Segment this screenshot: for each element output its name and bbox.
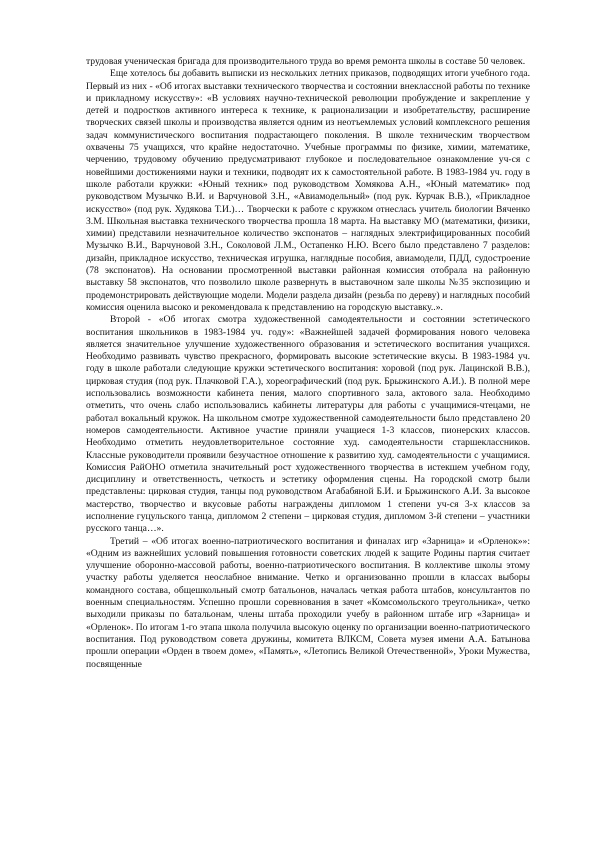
document-page [86, 56, 530, 671]
paragraph-technical-creativity: Еще хотелось бы добавить выписки из нескольких летних приказов, подводящих итоги учебного года. Первый из них - «Об итогах выставки технического творчества и состоянии внеклассной работы по технике и прикладному искусству»: «В условиях научно-технической революции пробуждение и закрепление у детей и подростков активного интереса к технике, к рационализации и изобретательству, расширение творческих связей школы и производства является одним из неотъемлемых условий комплексного решения задач коммунистического воспитания подрастающего поколения. В школе техническим творчеством охвачены 75 учащихся, что крайне недостаточно. Учебные программы по физике, химии, математике, черчению, трудовому обучению предусматривают глубокое и последовательное ознакомление уч-ся с новейшими достижениями науки и техники, подводят их к самостоятельной работе. В 1983-1984 уч. году в школе работали кружки: «Юный техник» под руководством Хомякова А.Н., «Юный математик» под руководством Музычко В.И. и Варчуновой З.Н., «Авиамодельный» (под рук. Курчак В.В.), «Прикладное искусство» (под рук. Худякова Т.И.)… Творчески к работе с кружком отнеслась учитель биологии Вяченко З.М. Школьная выставка технического творчества прошла 18 марта. На выставку МО (математики, физики, химии) представили незначительное количество экспонатов – наглядных электрифицированных пособий Музычко В.И., Варчуновой З.Н., Соколовой Л.М., Остапенко Н.Ю. Всего было представлено 7 разделов: дизайн, прикладное искусство, техническая игрушка, наглядные пособия, авиамодели, ПДД, судостроение (78 экспонатов). На основании просмотренной выставки районная комиссия отобрала на районную выставку 58 экспонатов, что позволило школе развернуть в выставочном зале школы №35 экспозицию и продемонстрировать действующие модели. Модели раздела дизайн (резьба по дереву) и наглядных пособий комиссия оценила высоко и рекомендовала к представлению на городскую выставку..». [86, 68, 530, 313]
paragraph-military-patriotic: Третий – «Об итогах военно-патриотического воспитания и финалах игр «Зарница» и «Орленок»»: «Одним из важнейших условий повышения готовности советских людей к защите Родины партия считает улучшение оборонно-массовой работы, военно-патриотического воспитания. В коллективе школы этому участку работы уделяется неослабное внимание. Четко и организованно прошли в классах выборы командного состава, общешкольный смотр батальонов, началась четкая работа штабов, консультантов по военным специальностям. Успешно прошли соревнования в зачет «Комсомольского треугольника», четко выходили приказы по батальонам, члены штаба проходили учебу в районном штабе игр «Зарница» и «Орленок». По итогам 1-го этапа школа получила высокую оценку по организации военно-патриотического воспитания. Под руководством совета дружины, комитета ВЛКСМ, Совета музея имени А.А. Батынова прошли операции «Орден в твоем доме», «Память», «Летопись Великой Отечественной», Уроки Мужества, посвященные [86, 535, 530, 670]
paragraph-art-review: Второй - «Об итогах смотра художественной самодеятельности и состоянии эстетического воспитания школьников в 1983-1984 уч. году»: «Важнейшей задачей формирования нового человека является значительное улучшение художественного образования и эстетического воспитания учащихся. Необходимо развивать чувство прекрасного, формировать высокие эстетические вкусы. В 1983-1984 уч. году в школе работали следующие кружки эстетического воспитания: хоровой (под рук. Лацинской В.В.), цирковая студия (под рук. Плачковой Г.А.), хореографический (под рук. Брыжинского А.И.). В полной мере использовались возможности кабинета пения, малого спортивного зала, актового зала. Необходимо отметить, что очень слабо использовались кабинеты литературы для работы с учащимися-чтецами, не работал вокальный кружок. На школьном смотре художественной самодеятельности было представлено 20 номеров самодеятельности. Активное участие приняли учащиеся 1-3 классов, пионерских классов. Необходимо отметить неудовлетворительное состояние худ. самодеятельности старшеклассников. Классные руководители проявили безучастное отношение к развитию худ. самодеятельности с учащимися. Комиссия РайОНО отметила значительный рост художественного творчества в истекшем учебном году, дисциплину и ответственность, четкость и эстетику оформления сцены. На городской смотр были представлены: цирковая студия, танцы под руководством Агабабяной Б.И. и Брыжинского А.И. За высокое мастерство, творчество и вкусовые работы награждены дипломом 1 степени уч-ся 3-х классов за исполнение гуцульского танца, дипломом 2 степени – цирковая студия, дипломом 3-й степени – участники русского танца…». [86, 314, 530, 535]
paragraph-continuation: трудовая ученическая бригада для производительного труда во время ремонта школы в составе 50 человек. [86, 56, 526, 67]
